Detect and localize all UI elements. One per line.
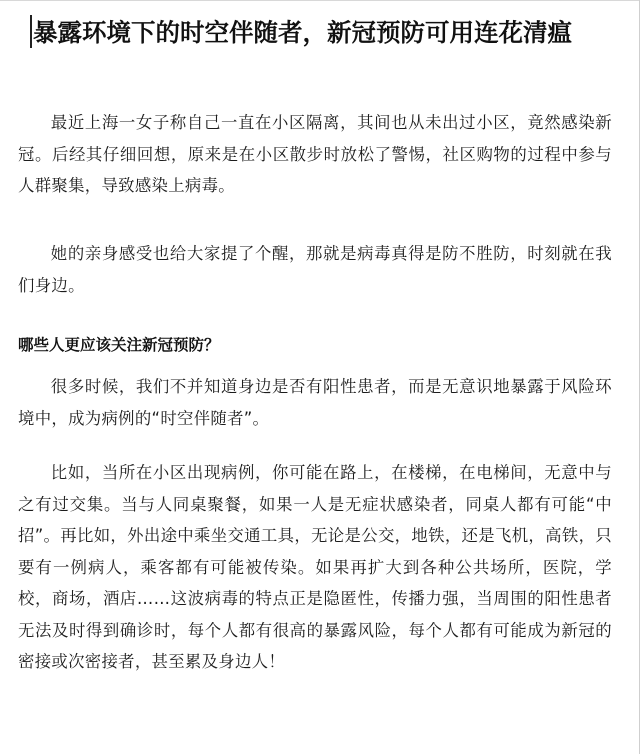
page-top-border	[0, 0, 640, 1]
paragraph-examples: 比如，当所在小区出现病例，你可能在路上，在楼梯，在电梯间，无意中与之有过交集。当与人同桌聚餐，如果一人是无症状感染者，同桌人都有可能“中招”。再比如，外出途中乘坐交通工具，无论是公交，地铁，还是飞机，高铁，只要有一例病人，乘客都有可能被传染。如果再扩大到各种公共场所，医院，学校，商场，酒店……这波病毒的特点正是隐匿性，传播力强，当周围的阳性患者无法及时得到确诊时，每个人都有很高的暴露风险，每个人都有可能成为新冠的密接或次密接者，甚至累及身边人！	[18, 463, 612, 671]
text-cursor	[30, 15, 32, 48]
section-heading: 哪些人更应该关注新冠预防？	[18, 336, 220, 354]
document-title: 暴露环境下的时空伴随者，新冠预防可用连花清瘟	[33, 18, 572, 47]
paragraph-exposure: 很多时候，我们不并知道身边是否有阳性患者，而是无意识地暴露于风险环境中，成为病例的“时空伴随者”。	[18, 377, 612, 428]
paragraph-intro: 最近上海一女子称自己一直在小区隔离，其间也从未出过小区，竟然感染新冠。后经其仔细回想，原来是在小区散步时放松了警惕，社区购物的过程中参与人群聚集，导致感染上病毒。	[18, 113, 612, 195]
paragraph-reminder: 她的亲身感受也给大家提了个醒，那就是病毒真得是防不胜防，时刻就在我们身边。	[18, 244, 612, 295]
